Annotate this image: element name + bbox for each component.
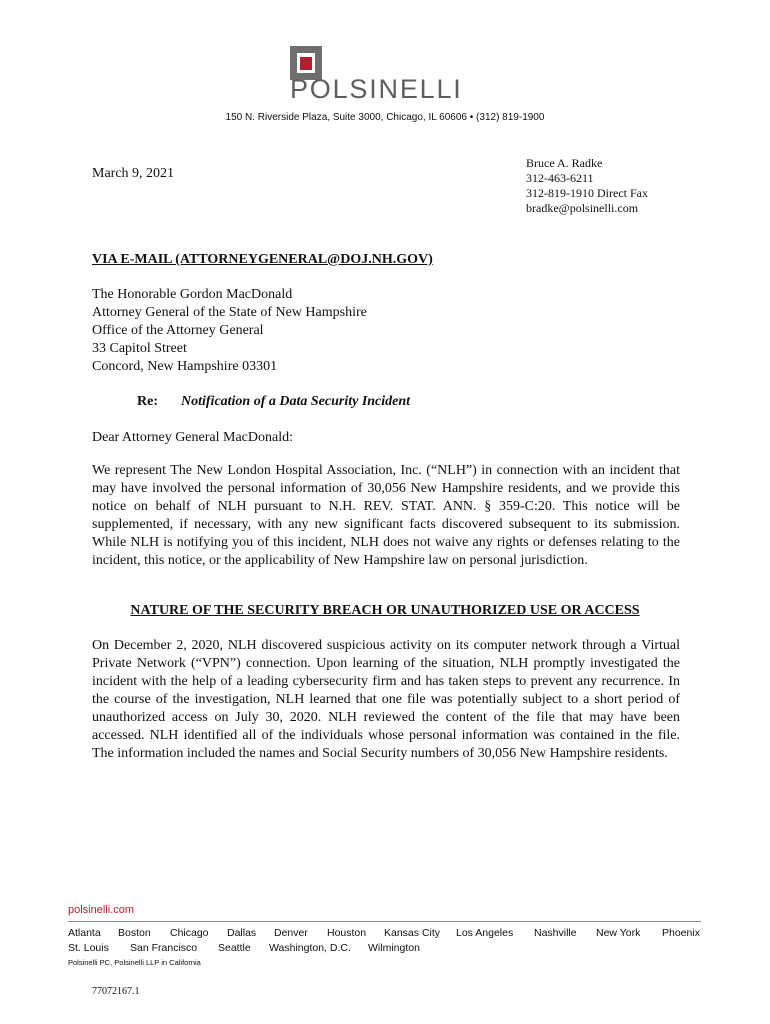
sender-email[interactable]: bradke@polsinelli.com	[526, 201, 639, 215]
salutation: Dear Attorney General MacDonald:	[92, 430, 293, 445]
letterhead-address: 150 N. Riverside Plaza, Suite 3000, Chicago, IL 60606 • (312) 819-1900	[225, 112, 545, 123]
sender-block	[526, 156, 648, 216]
delivery-method: VIA E-MAIL (ATTORNEYGENERAL@DOJ.NH.GOV)	[92, 252, 433, 267]
recipient-line: The Honorable Gordon MacDonald	[92, 287, 293, 302]
sender-fax: 312-819-1910 Direct Fax	[526, 186, 648, 200]
firm-logo	[290, 46, 490, 104]
recipient-address	[92, 286, 367, 376]
office-item: Seattle	[218, 942, 251, 954]
office-item: Phoenix	[662, 927, 700, 939]
office-item: Denver	[274, 927, 308, 939]
recipient-line: Office of the Attorney General	[92, 323, 264, 338]
sender-name: Bruce A. Radke	[526, 156, 603, 170]
office-item: St. Louis	[68, 942, 109, 954]
recipient-line: Concord, New Hampshire 03301	[92, 359, 278, 374]
office-item: Washington, D.C.	[269, 942, 351, 954]
office-item: Wilmington	[368, 942, 420, 954]
body-paragraph-2: On December 2, 2020, NLH discovered suspicious activity on its computer network through a Virtual Private Network (“VPN”) connection. Upon learning of the situation, NLH promptly investigated the incident with the help of a leading cybersecurity firm and has taken steps to prevent any recurrence. In the course of the investigation, NLH learned that one file was potentially subject to a short period of unauthorized access on July 30, 2020. NLH reviewed the content of the file that may have been accessed. NLH identified all of the individuals whose personal information was contained in the file. The information included the names and Social Security numbers of 30,056 New Hampshire residents.	[92, 638, 680, 761]
office-item: Boston	[118, 927, 151, 939]
footer-divider	[68, 921, 701, 922]
office-item: Nashville	[534, 927, 577, 939]
section-heading: NATURE OF THE SECURITY BREACH OR UNAUTHORIZED USE OR ACCESS	[130, 603, 640, 618]
letter-date: March 9, 2021	[92, 166, 175, 181]
office-item: Los Angeles	[456, 927, 514, 939]
office-item: New York	[596, 927, 641, 939]
body-paragraph-1: We represent The New London Hospital Association, Inc. (“NLH”) in connection with an incident that may have involved the personal information of 30,056 New Hampshire residents, and we provide this notice on behalf of NLH pursuant to N.H. REV. STAT. ANN. § 359-C:20. This notice will be supplemented, if necessary, with any new significant facts discovered subsequent to its submission. While NLH is notifying you of this incident, NLH does not waive any rights or defenses relating to the incident, this notice, or the applicability of New Hampshire law on personal jurisdiction.	[92, 463, 680, 568]
recipient-line: 33 Capitol Street	[92, 341, 187, 356]
llp-note: Polsinelli PC, Polsinelli LLP in California	[68, 958, 201, 967]
office-item: Atlanta	[68, 927, 101, 939]
office-item: Kansas City	[384, 927, 441, 939]
footer-website[interactable]: polsinelli.com	[68, 904, 135, 916]
office-item: Chicago	[170, 927, 209, 939]
document-number: 77072167.1	[92, 986, 140, 997]
office-item: Houston	[327, 927, 367, 939]
recipient-line: Attorney General of the State of New Hampshire	[92, 305, 367, 320]
re-subject: Notification of a Data Security Incident	[181, 394, 411, 409]
office-item: Dallas	[227, 927, 257, 939]
office-item: San Francisco	[130, 942, 198, 954]
firm-name: POLSINELLI	[290, 74, 463, 104]
sender-phone: 312-463-6211	[526, 171, 594, 185]
re-label: Re:	[137, 394, 158, 409]
